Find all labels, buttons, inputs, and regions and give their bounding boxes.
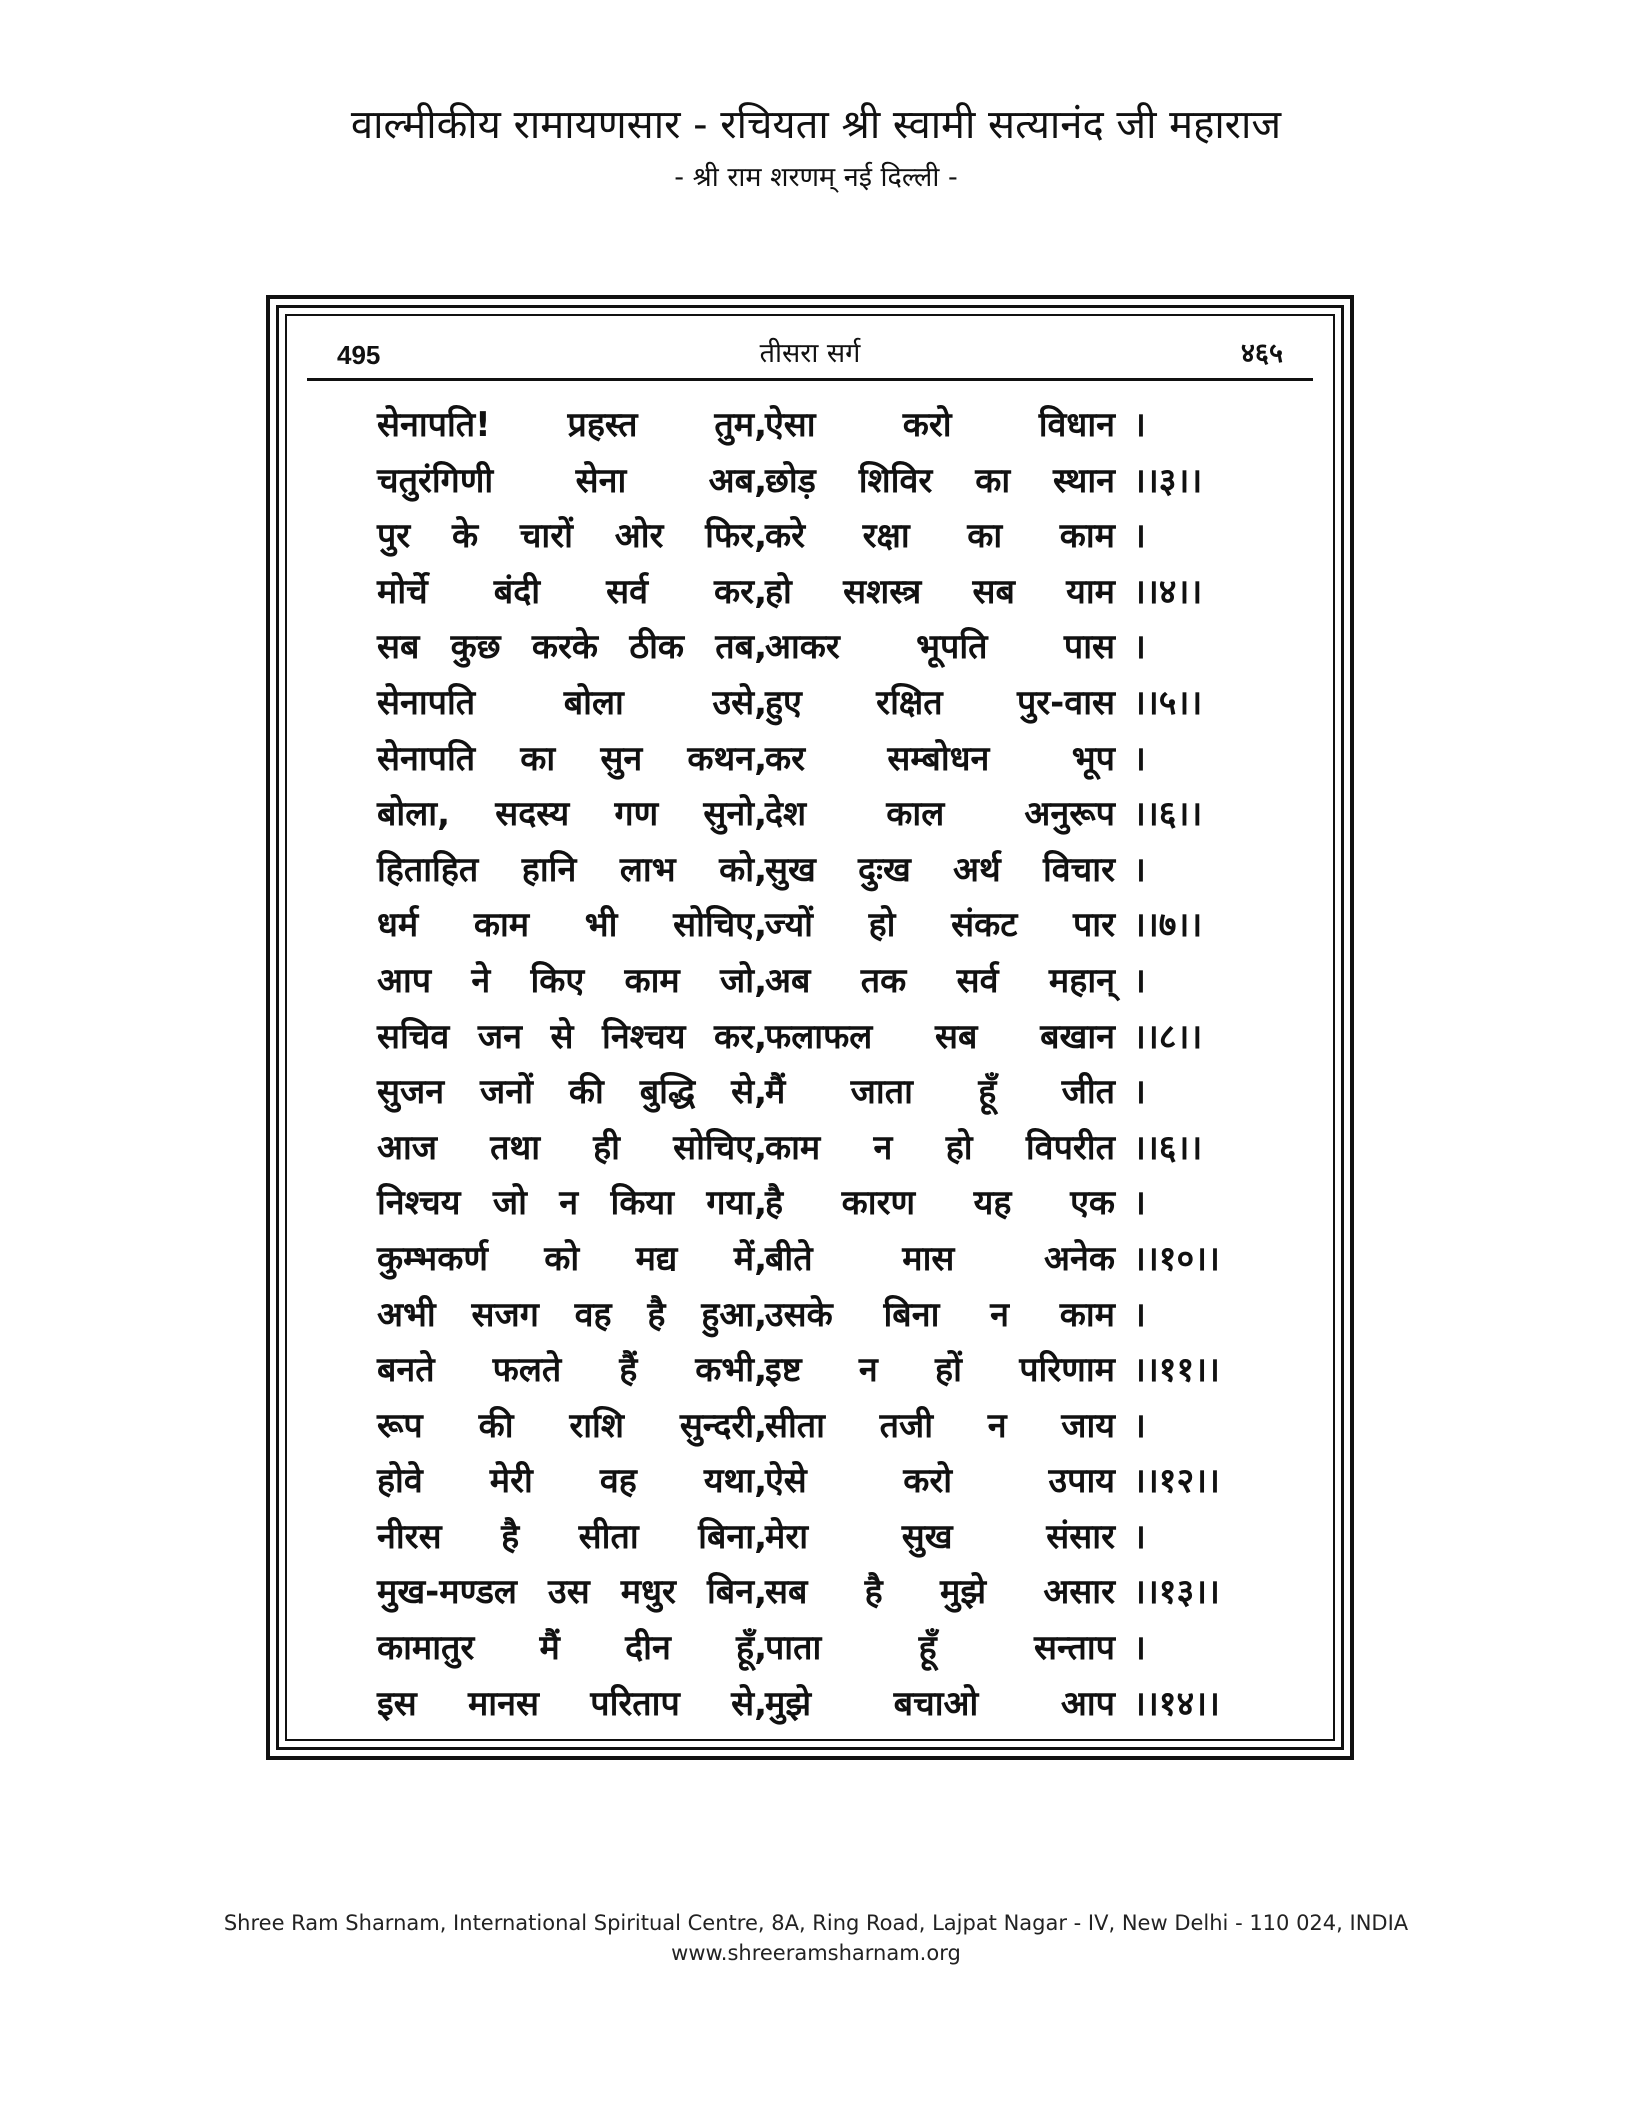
verse-second-half: ऐसा करो विधान [765, 405, 1115, 445]
verse-first-half: कामातुर मैं दीन हूँ, [377, 1628, 767, 1669]
verse-mark: ।।४।। [1133, 571, 1203, 612]
verse-second-half: फलाफल सब बखान [765, 1016, 1115, 1057]
verse-mark: ।।५।। [1133, 682, 1203, 723]
verse-first-half: सेनापति का सुन कथन, [377, 738, 767, 779]
frame-border-inner [276, 305, 1344, 1750]
verse-list [287, 398, 1343, 1732]
text-frame [266, 295, 1354, 1760]
verse-second-half: ज्यों हो संकट पार [765, 905, 1115, 946]
page-number-left: 495 [337, 340, 381, 370]
verse-line [287, 954, 1343, 1010]
book-title: वाल्मीकीय रामायणसार - रचियता श्री स्वामी सत्यानंद जी महाराज [350, 102, 1282, 148]
verse-second-half: मैं जाता हूँ जीत [765, 1072, 1115, 1113]
verse-line [287, 1677, 1343, 1733]
verse-mark: ।।३।। [1133, 460, 1203, 501]
page-footer [0, 1908, 1632, 1968]
verse-line [287, 1343, 1343, 1399]
publisher-subtitle: - श्री राम शरणम् नई दिल्ली - [674, 162, 958, 193]
footer-address: Shree Ram Sharnam, International Spiritual Centre, 8A, Ring Road, Lajpat Nagar - IV, New Delhi - 110 024, INDIA [223, 1911, 1409, 1935]
verse-second-half: मुझे बचाओ आप [765, 1683, 1115, 1724]
verse-first-half: कुम्भकर्ण को मद्य में, [377, 1238, 767, 1279]
verse-second-half: काम न हो विपरीत [765, 1127, 1115, 1168]
verse-first-half: हिताहित हानि लाभ को, [377, 849, 767, 890]
running-head [307, 336, 1313, 381]
verse-second-half: सुख दुःख अर्थ विचार [765, 849, 1115, 890]
verse-mark: । [1133, 1405, 1146, 1446]
verse-mark: ।।१२।। [1133, 1461, 1220, 1502]
verse-first-half: इस मानस परिताप से, [377, 1683, 767, 1724]
verse-line [287, 898, 1343, 954]
verse-mark: । [1133, 405, 1146, 445]
verse-mark: ।।७।। [1133, 905, 1203, 946]
verse-second-half: करे रक्षा का काम [765, 516, 1115, 557]
verse-mark: । [1133, 1628, 1146, 1669]
verse-first-half: सचिव जन से निश्चय कर, [377, 1016, 767, 1057]
verse-line [287, 454, 1343, 510]
verse-first-half: सब कुछ करके ठीक तब, [377, 627, 767, 668]
verse-first-half: सेनापति! प्रहस्त तुम, [377, 405, 767, 445]
verse-line [287, 843, 1343, 899]
verse-mark: । [1133, 1072, 1146, 1113]
footer-website[interactable]: www.shreeramsharnam.org [671, 1941, 961, 1965]
verse-second-half: बीते मास अनेक [765, 1238, 1115, 1279]
verse-first-half: मोर्चे बंदी सर्व कर, [377, 571, 767, 612]
verse-mark: ।।११।। [1133, 1350, 1220, 1391]
verse-line [287, 1121, 1343, 1177]
verse-line [287, 1176, 1343, 1232]
verse-second-half: छोड़ शिविर का स्थान [765, 460, 1115, 501]
verse-mark: । [1133, 1294, 1146, 1335]
section-title: तीसरा सर्ग [759, 338, 861, 369]
verse-line [287, 1510, 1343, 1566]
verse-first-half: बनते फलते हैं कभी, [377, 1350, 767, 1391]
verse-first-half: निश्चय जो न किया गया, [377, 1183, 767, 1224]
verse-line [287, 732, 1343, 788]
frame-border-innermost [285, 314, 1335, 1741]
verse-first-half: रूप की राशि सुन्दरी, [377, 1405, 767, 1446]
verse-first-half: पुर के चारों ओर फिर, [377, 516, 767, 557]
verse-first-half: सेनापति बोला उसे, [377, 682, 767, 723]
verse-line [287, 1454, 1343, 1510]
verse-first-half: नीरस है सीता बिना, [377, 1516, 767, 1557]
verse-second-half: ऐसे करो उपाय [765, 1461, 1115, 1502]
verse-first-half: आज तथा ही सोचिए, [377, 1127, 767, 1168]
verse-line [287, 1621, 1343, 1677]
verse-mark: ।।६।। [1133, 1127, 1203, 1168]
verse-mark: । [1133, 627, 1146, 668]
verse-line [287, 787, 1343, 843]
verse-line [287, 1010, 1343, 1066]
verse-line [287, 1232, 1343, 1288]
verse-second-half: पाता हूँ सन्ताप [765, 1628, 1115, 1669]
verse-mark: ।।१३।। [1133, 1572, 1220, 1613]
verse-line [287, 1288, 1343, 1344]
verse-mark: ।।८।। [1133, 1016, 1203, 1057]
verse-first-half: अभी सजग वह है हुआ, [377, 1294, 767, 1335]
verse-line [287, 565, 1343, 621]
page-header [0, 100, 1632, 196]
verse-mark: । [1133, 738, 1146, 779]
verse-line [287, 398, 1343, 454]
verse-line [287, 1565, 1343, 1621]
verse-second-half: इष्ट न हों परिणाम [765, 1350, 1115, 1391]
verse-first-half: आप ने किए काम जो, [377, 960, 767, 1001]
verse-second-half: हुए रक्षित पुर-वास [765, 682, 1115, 723]
verse-second-half: देश काल अनुरूप [765, 794, 1115, 835]
verse-mark: । [1133, 849, 1146, 890]
verse-second-half: सीता तजी न जाय [765, 1405, 1115, 1446]
verse-first-half: बोला, सदस्य गण सुनो, [377, 794, 767, 835]
verse-mark: । [1133, 1516, 1146, 1557]
verse-line [287, 620, 1343, 676]
verse-mark: ।।१४।। [1133, 1683, 1220, 1724]
verse-mark: । [1133, 960, 1146, 1001]
verse-second-half: कर सम्बोधन भूप [765, 738, 1115, 779]
verse-second-half: उसके बिना न काम [765, 1294, 1115, 1335]
verse-second-half: सब है मुझे असार [765, 1572, 1115, 1613]
verse-second-half: है कारण यह एक [765, 1183, 1115, 1224]
verse-mark: ।।१०।। [1133, 1238, 1220, 1279]
verse-second-half: हो सशस्त्र सब याम [765, 571, 1115, 612]
page-number-right: ४६५ [1240, 338, 1283, 369]
verse-mark: । [1133, 1183, 1146, 1224]
verse-first-half: सुजन जनों की बुद्धि से, [377, 1072, 767, 1113]
verse-line [287, 676, 1343, 732]
verse-first-half: चतुरंगिणी सेना अब, [377, 460, 767, 501]
verse-second-half: मेरा सुख संसार [765, 1516, 1115, 1557]
verse-line [287, 1399, 1343, 1455]
verse-first-half: होवे मेरी वह यथा, [377, 1461, 767, 1502]
verse-mark: ।।६।। [1133, 794, 1203, 835]
verse-first-half: मुख-मण्डल उस मधुर बिन, [377, 1572, 767, 1613]
verse-line [287, 509, 1343, 565]
verse-second-half: अब तक सर्व महान् [765, 960, 1115, 1001]
verse-mark: । [1133, 516, 1146, 557]
verse-line [287, 1065, 1343, 1121]
verse-first-half: धर्म काम भी सोचिए, [377, 905, 767, 946]
verse-second-half: आकर भूपति पास [765, 627, 1115, 668]
